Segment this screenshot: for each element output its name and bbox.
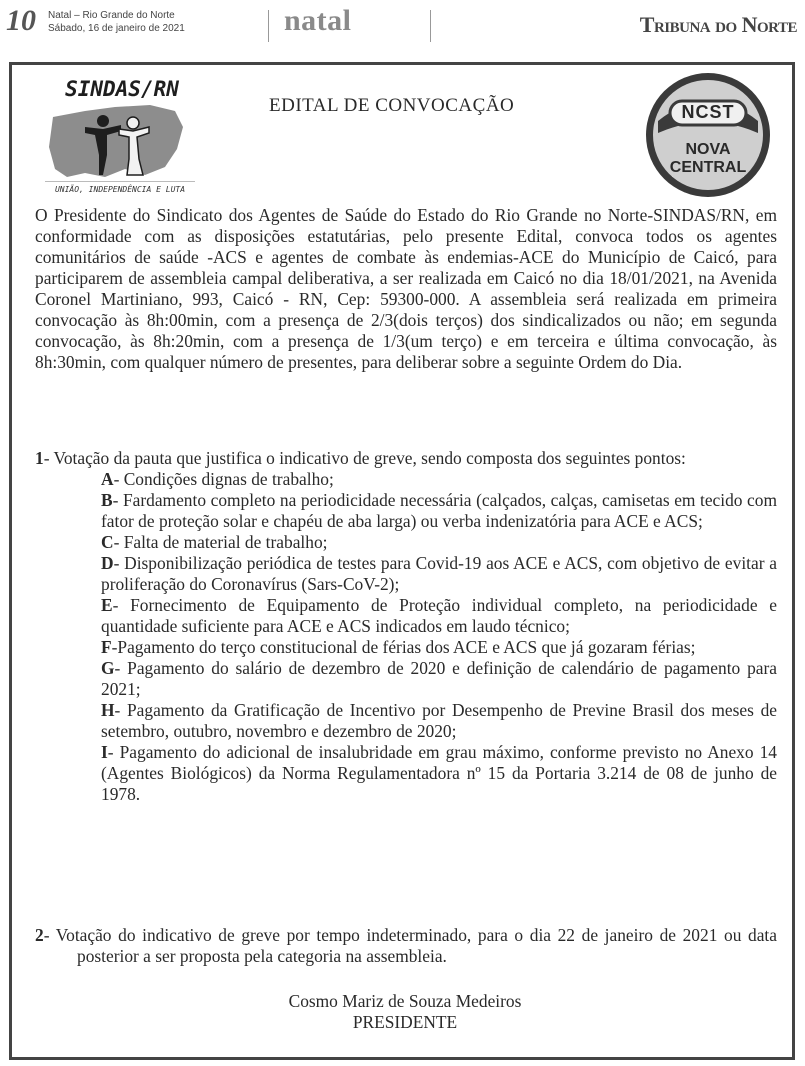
agenda-subitem	[101, 658, 777, 700]
agenda-subitem-text: - Pagamento do salário de dezembro de 2020 e definição de calendário de pagamento para 2021;	[101, 658, 777, 699]
agenda-subitem-letter: E	[101, 595, 113, 615]
agenda-subitem-letter: C	[101, 532, 114, 552]
ncst-logo-acronym: NCST	[681, 102, 735, 122]
agenda-item-2-text	[35, 925, 777, 967]
agenda-subitem-text: - Pagamento do adicional de insalubridade em grau máximo, conforme previsto no Anexo 14 (Agentes Biológicos) da Norma Regulamentadora nº 15 da Portaria 3.214 de 08 de junho de 1978.	[101, 742, 777, 804]
agenda-item-1	[35, 448, 777, 805]
agenda-subitem-text: - Fardamento completo na periodicidade necessária (calçados, calças, camisetas em tecido com fator de proteção solar e chapéu de aba larga) ou verba indenizatória para ACE e ACS;	[101, 490, 777, 531]
agenda-subitem	[101, 637, 777, 658]
agenda-subitems	[35, 469, 777, 805]
sindas-logo-name: SINDAS/RN	[65, 77, 179, 101]
agenda-item-number: 1	[35, 448, 44, 468]
ncst-logo-line2: CENTRAL	[669, 159, 747, 176]
edition-location: Natal – Rio Grande do Norte	[48, 10, 175, 21]
edition-info	[48, 9, 185, 35]
signatory-role: PRESIDENTE	[352, 1012, 458, 1032]
agenda-subitem-letter: H	[101, 700, 115, 720]
header-divider	[268, 10, 269, 42]
agenda-subitem-letter: F	[101, 637, 112, 657]
agenda-subitem	[101, 700, 777, 742]
ncst-logo	[644, 71, 772, 199]
page-number: 10	[6, 4, 36, 37]
signature-block	[12, 991, 798, 1033]
agenda-subitem-text: - Disponibilização periódica de testes para Covid-19 aos ACE e ACS, com objetivo de evitar a proliferação do Coronavírus (Sars-CoV-2);	[101, 553, 777, 594]
agenda-item-number: 2	[35, 925, 44, 945]
agenda-subitem-letter: I	[101, 742, 108, 762]
agenda-subitem	[101, 490, 777, 532]
notice-title: EDITAL DE CONVOCAÇÃO	[269, 95, 515, 116]
newspaper-masthead	[0, 0, 805, 50]
agenda-subitem-text: - Fornecimento de Equipamento de Proteção individual completo, na periodicidade e quantidade suficiente para ACE e ACS indicados em laudo técnico;	[101, 595, 777, 636]
agenda-subitem-letter: A	[101, 469, 114, 489]
agenda-item-text: - Votação do indicativo de greve por tempo indeterminado, para o dia 22 de janeiro de 2021 ou data posterior a ser proposta pela categoria na assembleia.	[43, 925, 777, 966]
agenda-subitem-text: - Falta de material de trabalho;	[113, 532, 328, 552]
agenda-item-text: - Votação da pauta que justifica o indicativo de greve, sendo composta dos seguintes pontos:	[43, 448, 686, 468]
agenda-subitem-text: - Pagamento da Gratificação de Incentivo por Desempenho de Previne Brasil dos meses de setembro, outubro, novembro e dezembro de 2020;	[101, 700, 777, 741]
agenda-subitem	[101, 742, 777, 805]
agenda-subitem	[101, 595, 777, 637]
header-divider	[430, 10, 431, 42]
section-name: natal	[284, 4, 352, 37]
newspaper-name: Tribuna do Norte	[639, 12, 797, 37]
agenda-subitem	[101, 553, 777, 595]
agenda-item-2	[35, 925, 777, 967]
edition-date: Sábado, 16 de janeiro de 2021	[48, 23, 185, 34]
agenda-item-1-lead	[35, 448, 777, 469]
sindas-logo-tagline: UNIÃO, INDEPENDÊNCIA E LUTA	[54, 185, 186, 194]
agenda-subitem-letter: D	[101, 553, 114, 573]
agenda-subitem-letter: B	[101, 490, 113, 510]
notice-intro: O Presidente do Sindicato dos Agentes de Saúde do Estado do Rio Grande no Norte-SINDAS/RN, em conformidade com as disposições estatutárias, pelo presente Edital, convoca todos os agentes comunitários de saúde -ACS e agentes de combate às endemias-ACE do Município de Caicó, para participarem de assembleia campal deliberativa, a ser realizada em Caicó no dia 18/01/2021, na Avenida Coronel Martiniano, 993, Caicó - RN, Cep: 59300-000. A assembleia será realizada em primeira convocação às 8h:00min, com a presença de 2/3(dois terços) dos sindicalizados ou não; em segunda convocação, às 8h:20min, com a presença de 1/3(um terço) e em terceira e última convocação, às 8h:30min, com qualquer número de presentes, para deliberar sobre a seguinte Ordem do Dia.	[35, 205, 777, 372]
agenda-subitem-text: - Condições dignas de trabalho;	[113, 469, 334, 489]
signatory-name: Cosmo Mariz de Souza Medeiros	[288, 991, 522, 1011]
agenda-subitem-letter: G	[101, 658, 115, 678]
agenda-subitem	[101, 469, 777, 490]
ncst-logo-line1: NOVA	[685, 141, 731, 158]
agenda-subitem	[101, 532, 777, 553]
agenda-subitem-text: -Pagamento do terço constitucional de férias dos ACE e ACS que já gozaram férias;	[111, 637, 696, 657]
sindas-logo	[45, 77, 195, 202]
notice-box	[9, 62, 795, 1060]
